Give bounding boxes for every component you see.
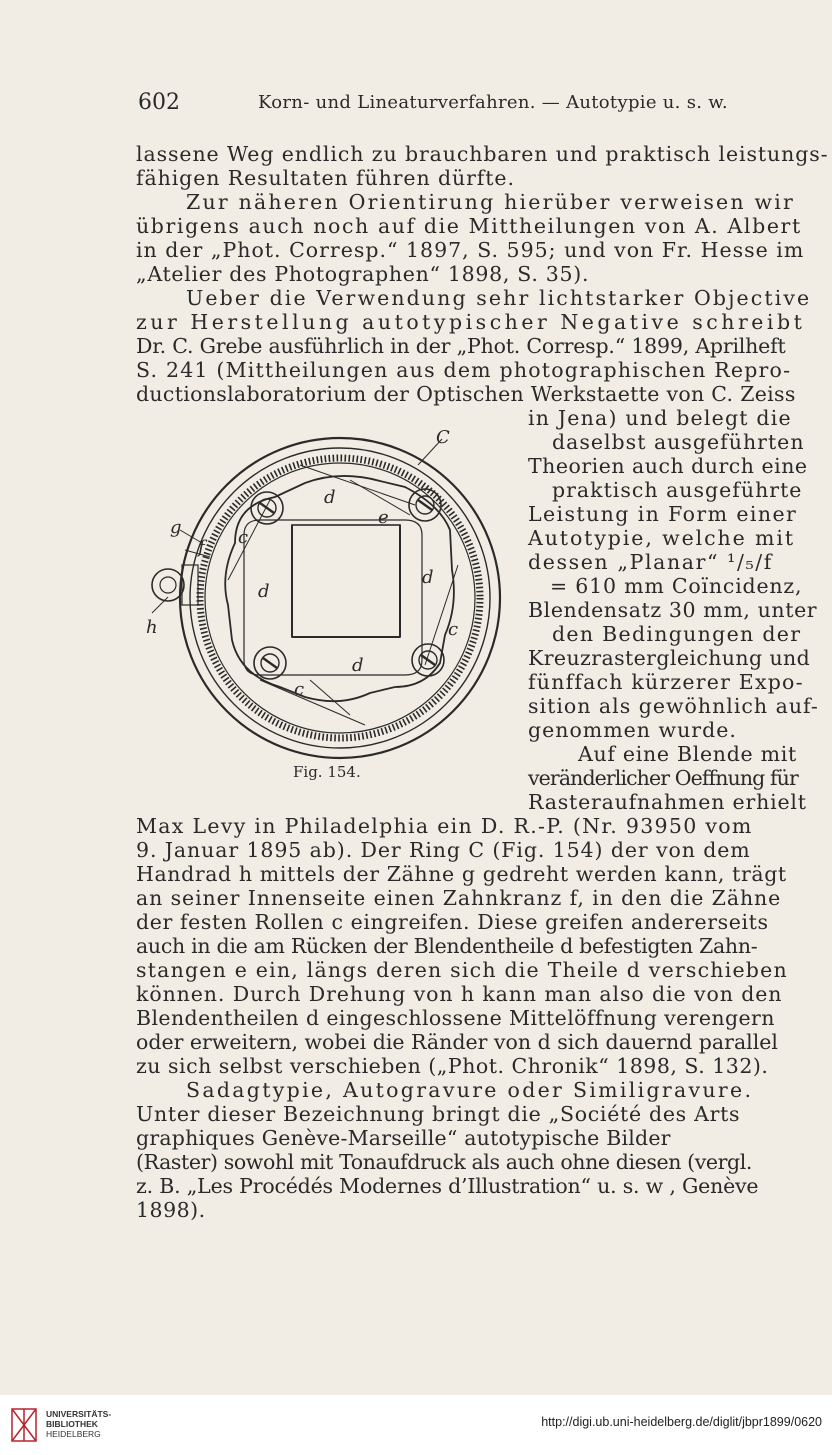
ring-c-outer — [180, 438, 500, 758]
label-d-right: d — [422, 567, 434, 588]
guide-line-4 — [260, 680, 365, 725]
library-name — [46, 1409, 111, 1439]
text-line-34: auch in die am Rücken der Blendentheile d befestigten Zahn- — [136, 934, 758, 958]
label-c-right: c — [448, 619, 459, 640]
text-line-13: daselbst ausgeführten — [552, 430, 805, 454]
text-line-14: Theorien auch durch eine — [528, 454, 808, 478]
text-line-4: übrigens auch noch auf die Mittheilungen von A. Albert — [136, 214, 802, 238]
text-line-29: Max Levy in Philadelphia ein D. R.-P. (Nr. 93950 vom — [136, 814, 753, 838]
text-line-8: zur Herstellung autotypischer Negative schreibt — [136, 310, 806, 334]
label-d-bottom: d — [352, 655, 364, 676]
text-line-36: können. Durch Drehung von h kann man also die von den — [136, 982, 783, 1006]
label-h: h — [146, 617, 158, 638]
text-line-24: sition als gewöhnlich auf- — [528, 694, 819, 718]
text-line-45: 1898). — [136, 1198, 206, 1222]
text-line-37: Blendentheilen d eingeschlossene Mittelöffnung verengern — [136, 1006, 775, 1030]
text-line-18: dessen „Planar“ ¹/₅/f — [528, 550, 773, 574]
text-line-39: zu sich selbst verschieben („Phot. Chronik“ 1898, S. 132). — [136, 1054, 769, 1078]
text-line-1: lassene Weg endlich zu brauchbaren und praktisch leistungs- — [136, 142, 829, 166]
label-c-left: c — [238, 527, 249, 548]
text-line-21: den Bedingungen der — [552, 622, 802, 646]
label-d-top: d — [324, 487, 336, 508]
text-line-6: „Atelier des Photographen“ 1898, S. 35). — [136, 262, 590, 286]
roller-slot-2 — [418, 500, 432, 510]
text-line-35: stangen e ein, längs deren sich die Theile d verschieben — [136, 958, 788, 982]
figure-caption: Fig. 154. — [293, 763, 361, 781]
text-line-23: fünffach kürzerer Expo- — [528, 670, 804, 694]
blade-inner-outline — [244, 520, 422, 675]
text-line-22: Kreuzrastergleichung und — [528, 646, 811, 670]
page-header — [0, 86, 832, 120]
roller-slot-3 — [263, 658, 277, 668]
text-line-41: Unter dieser Bezeichnung bringt die „Société des Arts — [136, 1102, 741, 1126]
label-f: f — [198, 537, 205, 558]
library-name-line-2: BIBLIOTHEK — [46, 1419, 98, 1429]
library-name-line-3: HEIDELBERG — [46, 1429, 101, 1439]
text-line-10: S. 241 (Mittheilungen aus dem photographischen Repro- — [136, 358, 792, 382]
text-line-20: Blendensatz 30 mm, unter — [528, 598, 818, 622]
text-line-38: oder erweitern, wobei die Ränder von d sich dauernd parallel — [136, 1030, 778, 1054]
text-line-26: Auf eine Blende mit — [578, 742, 797, 766]
handwheel-h — [152, 569, 184, 601]
page-number: 602 — [138, 90, 180, 115]
text-line-9: Dr. C. Grebe ausführlich in der „Phot. Corresp.“ 1899, Aprilheft — [136, 334, 786, 358]
text-line-15: praktisch ausgeführte — [552, 478, 803, 502]
roller-slot-1 — [260, 503, 274, 513]
text-line-19: = 610 mm Coïncidenz, — [550, 574, 803, 598]
text-line-32: an seiner Innenseite einen Zahnkranz f, in den die Zähne — [136, 886, 782, 910]
text-line-44: z. B. „Les Procédés Modernes d’Illustration“ u. s. w , Genève — [136, 1174, 759, 1198]
library-name-line-1: UNIVERSITÄTS- — [46, 1409, 112, 1419]
text-line-3: Zur näheren Orientirung hierüber verweisen wir — [186, 190, 795, 214]
text-line-11: ductionslaboratorium der Optischen Werkstaette von C. Zeiss — [136, 382, 796, 406]
text-line-31: Handrad h mittels der Zähne g gedreht werden kann, trägt — [136, 862, 787, 886]
text-line-42: graphiques Genève-Marseille“ autotypische Bilder — [136, 1126, 671, 1150]
source-url-link[interactable]: http://digi.ub.uni-heidelberg.de/diglit/jbpr1899/0620 — [541, 1415, 822, 1429]
ring-c-inner — [190, 448, 490, 748]
text-line-2: fähigen Resultaten führen dürfte. — [136, 166, 515, 190]
label-g: g — [170, 517, 182, 538]
text-line-5: in der „Phot. Corresp.“ 1897, S. 595; und von Fr. Hesse im — [136, 238, 805, 262]
text-line-33: der festen Rollen c eingreifen. Diese greifen andererseits — [136, 910, 769, 934]
text-line-27: veränderlicher Oeffnung für — [528, 766, 798, 790]
text-line-16: Leistung in Form einer — [528, 502, 798, 526]
running-title: Korn- und Lineaturverfahren. — Autotypie u. s. w. — [258, 92, 728, 113]
label-c-bottom: c — [294, 679, 305, 700]
label-C: C — [436, 427, 450, 448]
university-library-logo-icon — [8, 1405, 40, 1445]
text-line-7: Ueber die Verwendung sehr lichtstarker Objective — [186, 286, 812, 310]
text-line-30: 9. Januar 1895 ab). Der Ring C (Fig. 154) der von dem — [136, 838, 751, 862]
label-e: e — [378, 507, 389, 528]
fig-154-diaphragm-illustration — [140, 425, 530, 760]
text-line-17: Autotypie, welche mit — [528, 526, 795, 550]
handwheel-h-hub — [160, 577, 176, 593]
central-opening — [292, 525, 400, 637]
text-line-40: Sadagtypie, Autogravure oder Similigravure. — [186, 1078, 754, 1102]
text-line-12: in Jena) und belegt die — [528, 406, 792, 430]
text-line-25: genommen wurde. — [528, 718, 737, 742]
label-d-left: d — [258, 581, 270, 602]
text-line-43: (Raster) sowohl mit Tonaufdruck als auch ohne diesen (vergl. — [136, 1150, 753, 1174]
footer-bar — [0, 1395, 832, 1455]
gear-teeth-ring — [200, 458, 480, 738]
text-line-28: Rasteraufnahmen erhielt — [528, 790, 807, 814]
